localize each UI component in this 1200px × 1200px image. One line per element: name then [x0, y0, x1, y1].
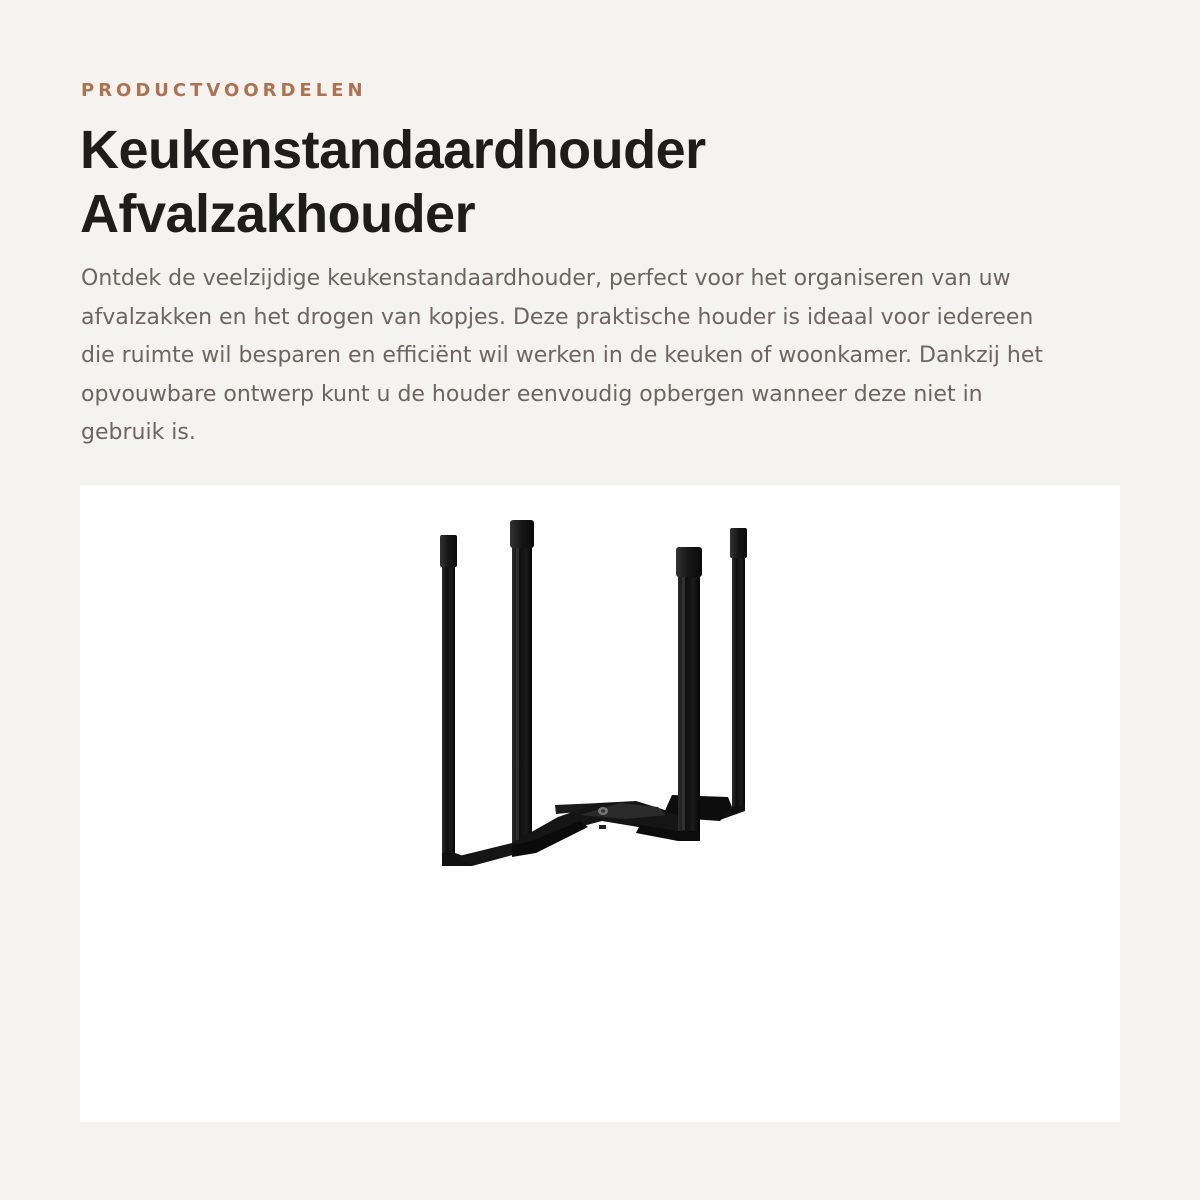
product-title-line-1: Keukenstandaardhouder	[80, 120, 706, 180]
description-line-5: gebruik is.	[81, 420, 196, 445]
product-title	[80, 118, 706, 246]
stand-cap-left-front	[510, 520, 534, 548]
stand-cap-left-back	[440, 535, 457, 567]
foldable-bag-holder-stand-icon	[80, 485, 1120, 1122]
stand-foot	[599, 825, 606, 829]
product-title-line-2: Afvalzakhouder	[80, 184, 476, 244]
stand-leg-left-front	[512, 532, 532, 852]
stand-cap-right-front	[676, 547, 702, 577]
description-line-2: afvalzakken en het drogen van kopjes. Deze praktische houder is ideaal voor iedereen	[81, 304, 1034, 330]
product-description	[81, 260, 1121, 453]
description-line-4: opvouwbare ontwerp kunt u de houder eenvoudig opbergen wanneer deze niet in	[81, 381, 983, 407]
section-eyebrow: PRODUCTVOORDELEN	[81, 80, 367, 101]
stand-leg-left-back	[442, 565, 455, 855]
description-line-1: Ontdek de veelzijdige keukenstandaardhouder, perfect voor het organiseren van uw	[81, 266, 1011, 291]
stand-cap-right-back	[730, 528, 747, 558]
product-image-frame	[80, 485, 1120, 1122]
stand-leg-right-front	[678, 560, 700, 840]
description-line-3: die ruimte wil besparen en efficiënt wil werken in de keuken of woonkamer. Dankzij het	[81, 343, 1043, 368]
stand-leg-right-back	[732, 553, 745, 808]
